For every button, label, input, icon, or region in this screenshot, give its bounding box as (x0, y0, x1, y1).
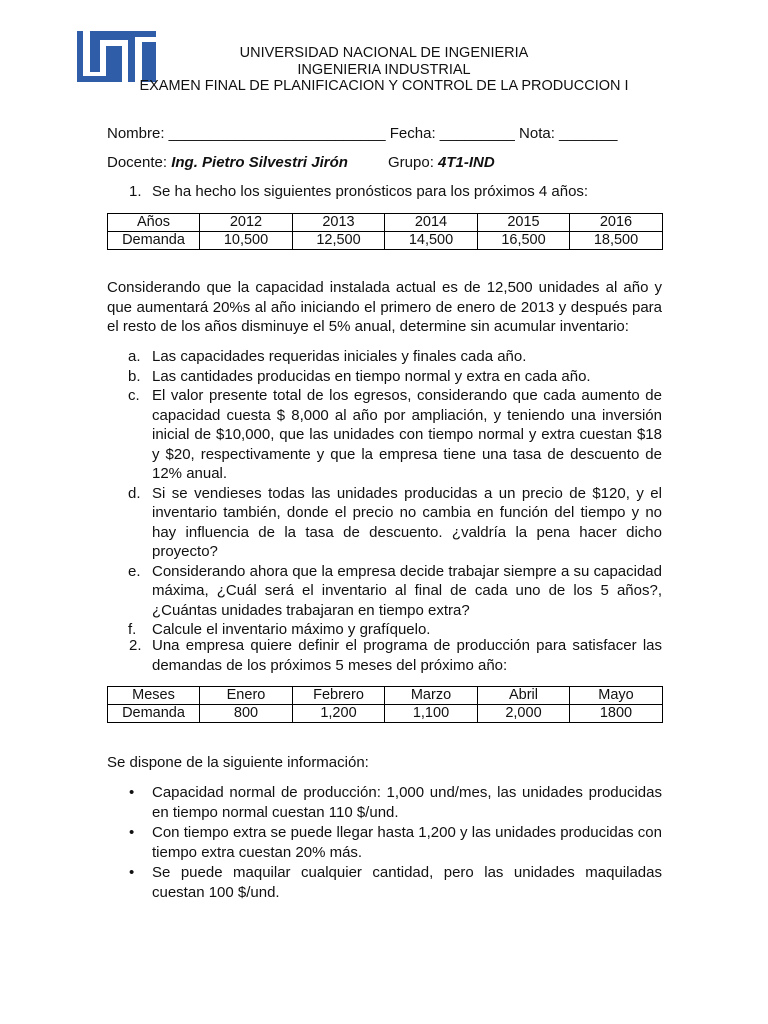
table-cell: Mayo (570, 687, 663, 705)
table-cell: 1,200 (293, 705, 385, 723)
table-cell: 16,500 (478, 232, 570, 250)
student-info-line: Nombre: __________________________ Fecha: _________ Nota: _______ (107, 125, 618, 142)
q1-subquestions (107, 347, 662, 640)
table-header-row (108, 687, 663, 705)
list-marker: f. (128, 621, 137, 638)
list-item-text: Calcule el inventario máximo y grafíquelo. (152, 621, 431, 638)
group-line (388, 153, 495, 173)
table-row (108, 705, 663, 723)
teacher-line (107, 153, 348, 173)
list-item-text: Considerando ahora que la empresa decide trabajar siempre a su capacidad máxima, ¿Cuál será el inventario al final de cada uno de los 5 años?, ¿Cuántas unidades trabajaran en tiempo extra? (152, 562, 662, 619)
list-marker: d. (128, 484, 141, 502)
bullet-marker: • (129, 784, 135, 801)
table-cell: 1,100 (385, 705, 478, 723)
list-item-text: Capacidad normal de producción: 1,000 und/mes, las unidades producidas en tiempo normal cuestan 110 $/und. (152, 784, 662, 821)
table-cell: Demanda (108, 232, 200, 250)
table-cell: Años (108, 214, 200, 232)
q2-info-intro: Se dispone de la siguiente información: (107, 754, 369, 771)
table-row (108, 232, 663, 250)
list-marker: b. (128, 367, 141, 385)
q1-number: 1. (129, 183, 142, 200)
table-cell: 2015 (478, 214, 570, 232)
table-cell: 14,500 (385, 232, 478, 250)
list-item-text: El valor presente total de los egresos, considerando que cada aumento de capacidad cuesta $ 8,000 al año por ampliación, y teniendo una inversión inicial de $10,000, que las unidades con tiempo normal y extra cuestan $18 y $20, respectivamente y que la empresa tiene una tasa de descuento de 12% anual. (152, 387, 662, 482)
bullet-marker: • (129, 864, 135, 881)
q1-prompt: Se ha hecho los siguientes pronósticos para los próximos 4 años: (152, 183, 589, 200)
table-cell: 12,500 (293, 232, 385, 250)
list-item (107, 562, 662, 621)
list-item-text: Si se vendieses todas las unidades producidas a un precio de $120, y el inventario también, donde el precio no cambia en función del tiempo y no hay influencia de la tasa de descuento. ¿valdría la pena hacer dicho proyecto? (152, 484, 662, 560)
table-cell: 18,500 (570, 232, 663, 250)
table-cell: Abril (478, 687, 570, 705)
list-marker: e. (128, 562, 141, 580)
q2-demand-table (107, 686, 663, 723)
table-cell: 2014 (385, 214, 478, 232)
teacher-label: Docente: (107, 154, 168, 171)
list-item (107, 347, 662, 367)
table-cell: Meses (108, 687, 200, 705)
exam-title: EXAMEN FINAL DE PLANIFICACION Y CONTROL DE LA PRODUCCION I (139, 78, 629, 94)
list-item (107, 783, 662, 822)
table-cell: 800 (200, 705, 293, 723)
table-cell: 1800 (570, 705, 663, 723)
table-cell: 2,000 (478, 705, 570, 723)
group-label: Grupo: (388, 154, 434, 171)
q2-prompt: Una empresa quiere definir el programa de producción para satisfacer las demandas de los próximos 5 meses del próximo año: (152, 637, 662, 674)
table-cell: Enero (200, 687, 293, 705)
list-marker: a. (128, 348, 141, 365)
bullet-marker: • (129, 824, 135, 841)
faculty-name: INGENIERIA INDUSTRIAL (297, 62, 471, 78)
list-item-text: Las cantidades producidas en tiempo normal y extra en cada año. (152, 367, 591, 385)
table-cell: 2013 (293, 214, 385, 232)
list-item (107, 863, 662, 902)
university-name: UNIVERSIDAD NACIONAL DE INGENIERIA (239, 45, 529, 61)
q1-context-paragraph: Considerando que la capacidad instalada actual es de 12,500 unidades al año y que aumentará 20%s al año iniciando el primero de enero de 2013 y después para el resto de los años disminuye el 5% anual, determine sin acumular inventario: (107, 279, 662, 335)
list-item (107, 367, 662, 387)
table-cell: 2016 (570, 214, 663, 232)
table-cell: 2012 (200, 214, 293, 232)
table-cell: Demanda (108, 705, 200, 723)
list-item (107, 823, 662, 862)
list-item-text: Las capacidades requeridas iniciales y finales cada año. (152, 348, 527, 365)
q1-forecast-table (107, 213, 663, 250)
list-marker: c. (128, 387, 140, 404)
table-cell: 10,500 (200, 232, 293, 250)
list-item (107, 386, 662, 484)
list-item-text: Con tiempo extra se puede llegar hasta 1,200 y las unidades producidas con tiempo extra cuestan 20% más. (152, 824, 662, 861)
table-cell: Febrero (293, 687, 385, 705)
table-header-row (108, 214, 663, 232)
list-item-text: Se puede maquilar cualquier cantidad, pero las unidades maquiladas cuestan 100 $/und. (152, 864, 662, 901)
group-value: 4T1-IND (438, 154, 495, 171)
q2-info-bullets (107, 783, 662, 903)
teacher-name: Ing. Pietro Silvestri Jirón (171, 154, 348, 171)
q2-number: 2. (129, 637, 142, 654)
table-cell: Marzo (385, 687, 478, 705)
list-item (107, 484, 662, 562)
